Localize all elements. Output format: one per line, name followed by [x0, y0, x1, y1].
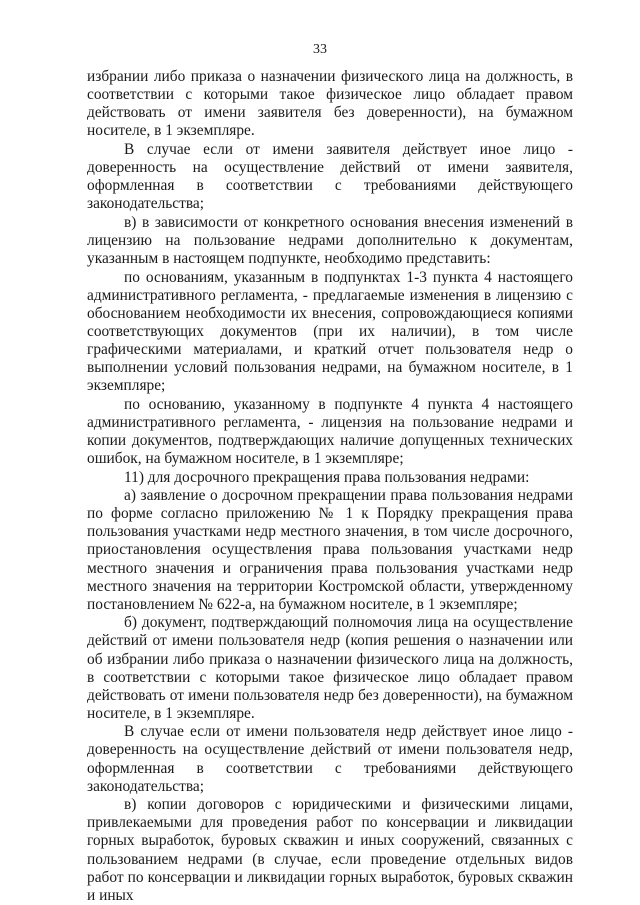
- paragraph-grounds-1-3: по основаниям, указанным в подпунктах 1-3 пункта 4 настоящего административного регламента, - предлагаемые изменения в лицензию с обоснованием необходимости их внесения, сопровождающиеся копиями соответствующих документов (при их наличии), в том числе графическими материалами, и краткий отчет пользователя недр о выполнении условий пользования недрами, на бумажном носителе, в 1 экземпляре;: [87, 268, 573, 395]
- paragraph-item-v-contracts: в) копии договоров с юридическими и физическими лицами, привлекаемыми для проведения работ по консервации и ликвидации горных выработок, буровых скважин и иных сооружений, связанных с пользованием недрами (в случае, если проведение отдельных видов работ по консервации и ликвидации горных выработок, буровых скважин и иных: [87, 796, 573, 904]
- paragraph-proxy-user: В случае если от имени пользователя недр действует иное лицо - доверенность на осуществление действий от имени пользователя недр, оформленная в соответствии с требованиями действующего законодательства;: [87, 723, 573, 795]
- page-number: 33: [313, 42, 327, 57]
- paragraph-proxy-applicant: В случае если от имени заявителя действует иное лицо - доверенность на осуществление действий от имени заявителя, оформленная в соответствии с требованиями действующего законодательства;: [87, 140, 573, 213]
- document-body: [87, 68, 573, 905]
- paragraph-ground-4: по основанию, указанному в подпункте 4 пункта 4 настоящего административного регламента, - лицензия на пользование недрами и копии документов, подтверждающих наличие допущенных технических ошибок, на бумажном носителе, в 1 экземпляре;: [87, 395, 573, 467]
- paragraph-item-a-application: а) заявление о досрочном прекращении права пользования недрами по форме согласно приложению № 1 к Порядку прекращения права пользования участками недр местного значения, в том числе досрочного, приостановления осуществления права пользования участками недр местного значения и ограничения права пользования участками недр местного значения на территории Костромской области, утвержденному постановлением № 622-а, на бумажном носителе, в 1 экземпляре;: [87, 487, 573, 613]
- paragraph-item-11: 11) для досрочного прекращения права пользования недрами:: [124, 468, 530, 486]
- paragraph-item-b-authority: б) документ, подтверждающий полномочия лица на осуществление действий от имени пользователя недр (копия решения о назначении или об избрании либо приказа о назначении физического лица на должность, в соответствии с которыми такое физическое лицо обладает правом действовать от имени пользователя недр без доверенности), на бумажном носителе, в 1 экземпляре.: [87, 614, 573, 722]
- paragraph-item-v-changes: в) в зависимости от конкретного основания внесения изменений в лицензию на пользование недрами дополнительно к документам, указанным в настоящем подпункте, необходимо представить:: [87, 213, 573, 267]
- paragraph-continuation: избрании либо приказа о назначении физического лица на должность, в соответствии с которыми такое физическое лицо обладает правом действовать от имени заявителя без доверенности), на бумажном носителе, в 1 экземпляре.: [87, 68, 573, 140]
